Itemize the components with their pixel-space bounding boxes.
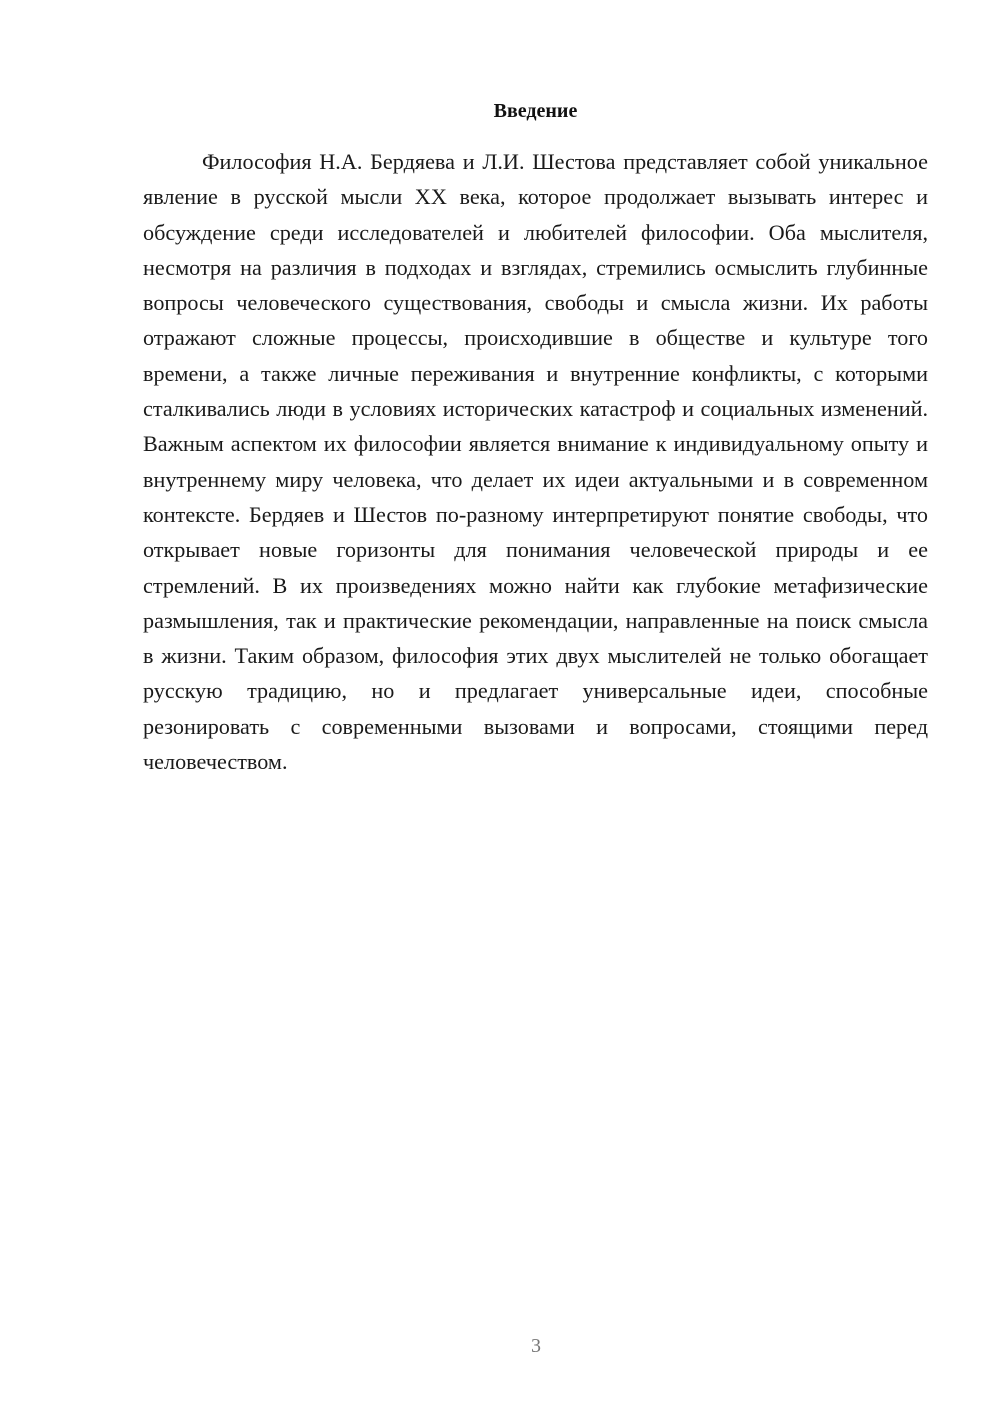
page-content [143,96,928,779]
page-number: 3 [531,1335,541,1357]
section-title: Введение [493,100,578,122]
body-paragraph: Философия Н.А. Бердяева и Л.И. Шестова представляет собой уникальное явление в русской мысли XX века, которое продолжает вызывать интерес и обсуждение среди исследователей и любителей философии. Оба мыслителя, несмотря на различия в подходах и взглядах, стремились осмыслить глубинные вопросы человеческого существования, свободы и смысла жизни. Их работы отражают сложные процессы, происходившие в обществе и культуре того времени, а также личные переживания и внутренние конфликты, с которыми сталкивались люди в условиях исторических катастроф и социальных изменений. Важным аспектом их философии является внимание к индивидуальному опыту и внутреннему миру человека, что делает их идеи актуальными и в современном контексте. Бердяев и Шестов по-разному интерпретируют понятие свободы, что открывает новые горизонты для понимания человеческой природы и ее стремлений. В их произведениях можно найти как глубокие метафизические размышления, так и практические рекомендации, направленные на поиск смысла в жизни. Таким образом, философия этих двух мыслителей не только обогащает русскую традицию, но и предлагает универсальные идеи, способные резонировать с современными вызовами и вопросами, стоящими перед человечеством. [143,149,928,775]
